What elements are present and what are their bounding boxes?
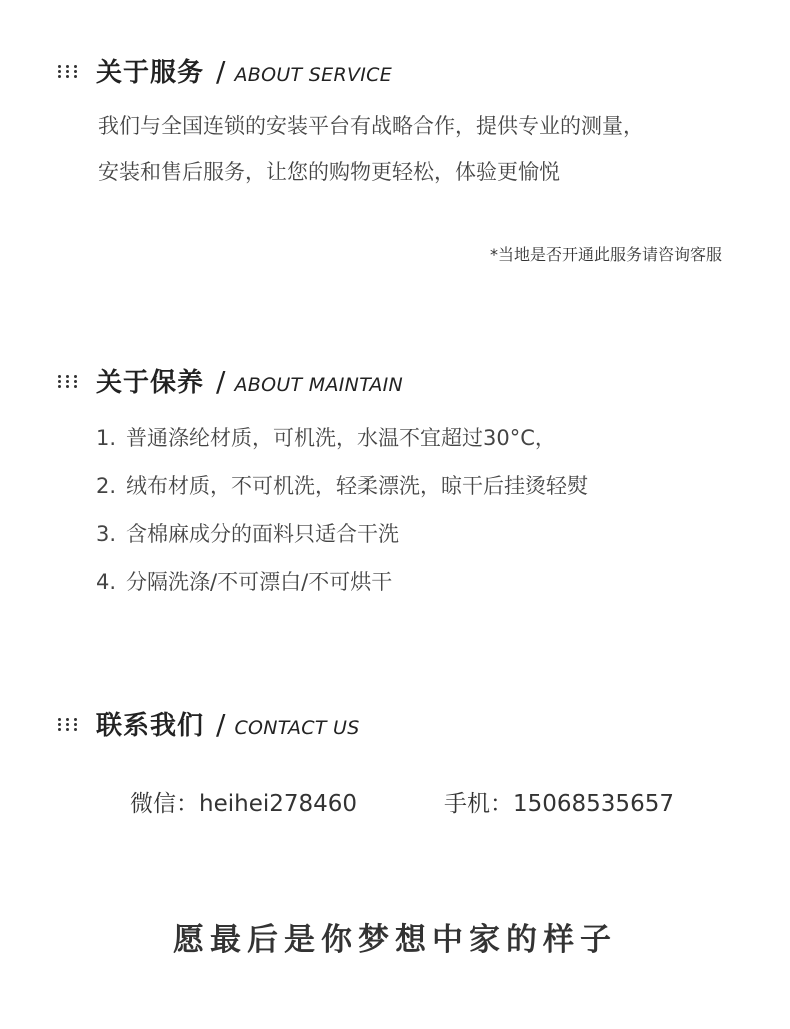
- title-divider: /: [216, 708, 226, 741]
- about-maintain-heading: [58, 362, 403, 399]
- about-service-description: [98, 103, 738, 195]
- list-item: [96, 414, 588, 462]
- list-item-number: 2.: [96, 474, 117, 498]
- dots-icon: [58, 718, 80, 732]
- phone-contact: 手机：15068535657: [444, 791, 674, 817]
- care-instructions-list: [96, 414, 588, 606]
- list-item: [96, 558, 588, 606]
- slogan: 愿最后是你梦想中家的样子: [173, 922, 617, 958]
- section-title-en: ABOUT MAINTAIN: [234, 374, 404, 396]
- title-divider: /: [216, 55, 226, 88]
- wechat-contact: 微信：heihei278460: [130, 791, 358, 817]
- section-title-en: ABOUT SERVICE: [234, 64, 393, 86]
- section-title-en: CONTACT US: [234, 717, 360, 739]
- section-title-cn: 关于服务: [96, 58, 205, 88]
- list-item-number: 3.: [96, 522, 117, 546]
- section-title-cn: 关于保养: [96, 368, 205, 398]
- list-item-text: 含棉麻成分的面料只适合干洗: [126, 522, 400, 546]
- dots-icon: [58, 375, 80, 389]
- list-item-text: 分隔洗涤/不可漂白/不可烘干: [126, 570, 393, 594]
- about-service-heading: [58, 52, 392, 89]
- list-item-text: 普通涤纶材质，可机洗，水温不宜超过30°C，: [126, 426, 556, 450]
- list-item-text: 绒布材质，不可机洗，轻柔漂洗，晾干后挂烫轻熨: [126, 474, 589, 498]
- contact-heading: [58, 705, 360, 742]
- service-availability-note: *当地是否开通此服务请咨询客服: [489, 245, 722, 264]
- title-divider: /: [216, 365, 226, 398]
- dots-icon: [58, 65, 80, 79]
- list-item-number: 1.: [96, 426, 117, 450]
- list-item: [96, 510, 588, 558]
- description-line: 安装和售后服务，让您的购物更轻松，体验更愉悦: [98, 160, 560, 184]
- list-item-number: 4.: [96, 570, 117, 594]
- list-item: [96, 462, 588, 510]
- description-line: 我们与全国连锁的安装平台有战略合作，提供专业的测量，: [98, 114, 644, 138]
- section-title-cn: 联系我们: [96, 711, 205, 741]
